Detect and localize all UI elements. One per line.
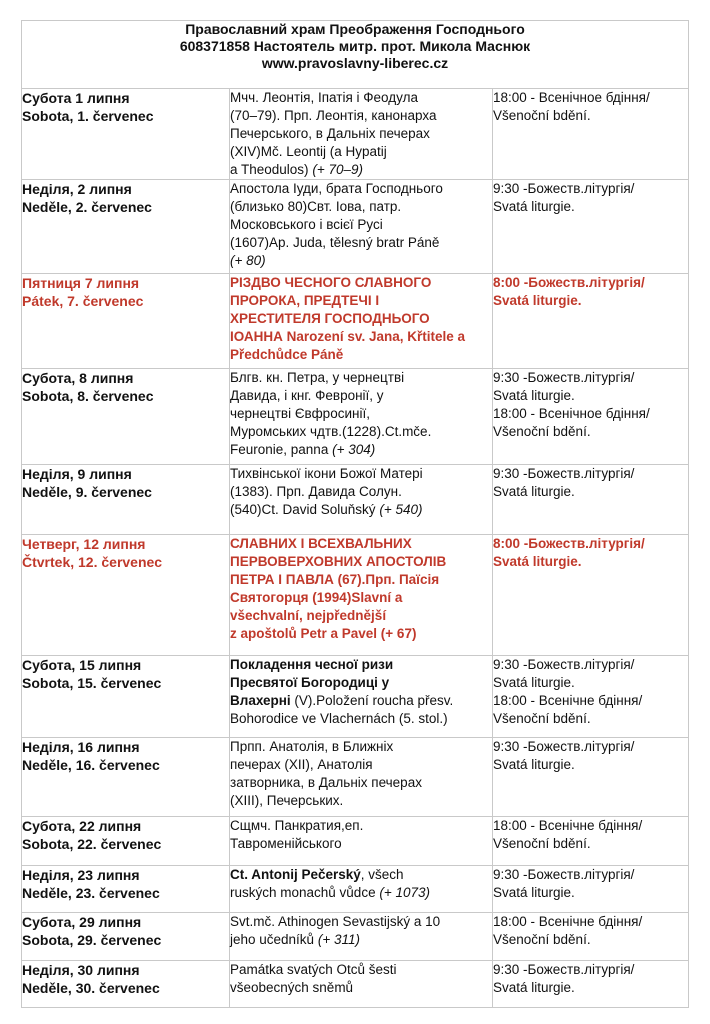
date-cs: Neděle, 16. červenec <box>22 757 160 773</box>
description-cell <box>230 89 493 180</box>
date-cs: Neděle, 9. červenec <box>22 484 152 500</box>
table-row <box>22 656 689 738</box>
desc-line: затворника, в Дальніх печерах <box>230 775 422 790</box>
description-cell <box>230 274 493 369</box>
desc-line: ПЕРВОВЕРХОВНИХ АПОСТОЛІВ <box>230 554 447 569</box>
desc-line: Památka svatých Otců šesti <box>230 962 397 977</box>
date-cell <box>22 817 230 866</box>
description-cell <box>230 369 493 465</box>
desc-line: (540)Ct. David Soluňský <box>230 502 376 517</box>
date-uk: Неділя, 23 липня <box>22 867 140 883</box>
desc-line: jeho učedníků <box>230 932 315 947</box>
desc-line: Муромських чдтв.(1228).Ct.mče. <box>230 424 432 439</box>
phone-and-rector: 608371858 Настоятель митр. прот. Микола Маснюк <box>179 38 531 54</box>
date-cs: Sobota, 1. červenec <box>22 108 154 124</box>
date-cs: Neděle, 2. červenec <box>22 199 152 215</box>
service-line: 8:00 -Божеств.літургія/ <box>493 536 645 551</box>
desc-line: чернецтві Євфросинії, <box>230 406 370 421</box>
table-row <box>22 274 689 369</box>
date-uk: Неділя, 2 липня <box>22 181 132 197</box>
schedule-header <box>22 21 689 89</box>
service-cell <box>493 817 689 866</box>
date-cell <box>22 738 230 817</box>
service-line: Všenoční bdění. <box>493 108 591 123</box>
date-cell <box>22 961 230 1008</box>
date-uk: Субота, 22 липня <box>22 818 142 834</box>
description-cell <box>230 738 493 817</box>
date-uk: Неділя, 9 липня <box>22 466 132 482</box>
service-cell <box>493 89 689 180</box>
date-cell <box>22 656 230 738</box>
description-cell <box>230 913 493 961</box>
service-line: Svatá liturgie. <box>493 980 575 995</box>
date-cs: Sobota, 22. červenec <box>22 836 162 852</box>
date-uk: Субота 1 липня <box>22 90 130 106</box>
service-line: 9:30 -Божеств.літургія/ <box>493 657 635 672</box>
desc-note: (+ 70–9) <box>312 162 363 177</box>
table-row <box>22 961 689 1008</box>
desc-line: Svt.mč. Athinogen Sevastijský a 10 <box>230 914 441 929</box>
desc-line: Блгв. кн. Петра, у чернецтві <box>230 370 405 385</box>
date-cs: Sobota, 29. červenec <box>22 932 162 948</box>
date-cell <box>22 913 230 961</box>
date-uk: Неділя, 30 липня <box>22 962 140 978</box>
date-cs: Sobota, 15. červenec <box>22 675 162 691</box>
table-row <box>22 866 689 913</box>
description-cell <box>230 656 493 738</box>
table-row <box>22 369 689 465</box>
date-uk: Субота, 29 липня <box>22 914 142 930</box>
desc-line: (XIV)Mč. Leontij (a Hypatij <box>230 144 387 159</box>
date-uk: Субота, 15 липня <box>22 657 142 673</box>
service-line: Svatá liturgie. <box>493 885 575 900</box>
description-cell <box>230 961 493 1008</box>
desc-line: Сщмч. Панкратия,еп. <box>230 818 364 833</box>
date-cell <box>22 89 230 180</box>
service-line: 8:00 -Божеств.літургія/ <box>493 275 645 290</box>
desc-line: (близько 80)Свт. Іова, патр. <box>230 199 402 214</box>
service-line: Svatá liturgie. <box>493 293 582 308</box>
desc-note: (+ 311) <box>317 932 360 947</box>
date-cell <box>22 180 230 274</box>
table-row <box>22 535 689 656</box>
service-line: 18:00 - Всенічное бдіння/ <box>493 90 650 105</box>
service-line: Svatá liturgie. <box>493 757 575 772</box>
table-row <box>22 180 689 274</box>
desc-line: Московського і всієї Русі <box>230 217 383 232</box>
schedule-table <box>21 20 689 1008</box>
desc-tail: (V).Položení roucha přesv. <box>290 693 454 708</box>
desc-line: Bohorodice ve Vlachernách (5. stol.) <box>230 711 448 726</box>
table-row <box>22 738 689 817</box>
desc-line-bold: Влахерні <box>230 693 291 708</box>
desc-tail: , všech <box>360 867 404 882</box>
desc-line: Прпп. Анатолія, в Ближніх <box>230 739 394 754</box>
service-line: Všenoční bdění. <box>493 932 591 947</box>
date-cell <box>22 274 230 369</box>
service-line: 9:30 -Божеств.літургія/ <box>493 370 635 385</box>
service-line: Všenoční bdění. <box>493 836 591 851</box>
header-cell <box>22 21 689 89</box>
description-cell <box>230 866 493 913</box>
date-cs: Pátek, 7. červenec <box>22 293 144 309</box>
desc-line: Тавроменійського <box>230 836 342 851</box>
service-cell <box>493 369 689 465</box>
date-cs: Sobota, 8. červenec <box>22 388 154 404</box>
table-row <box>22 89 689 180</box>
desc-note: (+ 304) <box>332 442 376 457</box>
desc-line-bold: Пресвятої Богородиці у <box>230 675 390 690</box>
service-cell <box>493 961 689 1008</box>
desc-note: (+ 1073) <box>379 885 431 900</box>
desc-line: Апостола Іуди, брата Господнього <box>230 181 443 196</box>
desc-line: СЛАВНИХ І ВСЕХВАЛЬНИХ <box>230 536 412 551</box>
date-cell <box>22 535 230 656</box>
desc-line-bold: Покладення чесної ризи <box>230 657 394 672</box>
desc-note: (+ 80) <box>230 253 266 268</box>
desc-line: печерах (XII), Анатолія <box>230 757 373 772</box>
table-row <box>22 465 689 535</box>
desc-line: РІЗДВО ЧЕСНОГО СЛАВНОГО <box>230 275 432 290</box>
date-cell <box>22 866 230 913</box>
service-cell <box>493 180 689 274</box>
desc-line: z apoštolů Petr a Pavel (+ 67) <box>230 626 417 641</box>
service-line: 18:00 - Всенічне бдіння/ <box>493 818 643 833</box>
service-line: 9:30 -Божеств.літургія/ <box>493 739 635 754</box>
service-line: 9:30 -Божеств.літургія/ <box>493 181 635 196</box>
desc-line: ІОАННА Narození sv. Jana, Křtitele a <box>230 329 465 344</box>
service-line: 9:30 -Божеств.літургія/ <box>493 466 635 481</box>
service-line: Všenoční bdění. <box>493 711 591 726</box>
date-uk: Субота, 8 липня <box>22 370 134 386</box>
table-row <box>22 913 689 961</box>
desc-line: ПЕТРА І ПАВЛА (67).Прп. Паїсія <box>230 572 440 587</box>
date-cs: Neděle, 23. červenec <box>22 885 160 901</box>
service-cell <box>493 866 689 913</box>
church-name: Православний храм Преображення Господнього <box>185 21 525 37</box>
date-cs: Čtvrtek, 12. červenec <box>22 554 163 570</box>
desc-line-bold: Ct. Antonij Pečerský <box>230 867 361 882</box>
website-url: www.pravoslavny-liberec.cz <box>261 55 449 71</box>
desc-line: (1607)Ap. Juda, tělesný bratr Páně <box>230 235 440 250</box>
description-cell <box>230 535 493 656</box>
date-cs: Neděle, 30. červenec <box>22 980 160 996</box>
service-cell <box>493 913 689 961</box>
desc-line: Давида, і кнг. Февронії, у <box>230 388 384 403</box>
service-cell <box>493 656 689 738</box>
service-line: Svatá liturgie. <box>493 388 575 403</box>
service-cell <box>493 274 689 369</box>
date-cell <box>22 369 230 465</box>
desc-line: všeobecných sněmů <box>230 980 354 995</box>
desc-line: Feuronie, panna <box>230 442 329 457</box>
service-line: 18:00 - Всенічне бдіння/ <box>493 693 643 708</box>
date-uk: Пятниця 7 липня <box>22 275 140 291</box>
service-line: Svatá liturgie. <box>493 675 575 690</box>
description-cell <box>230 465 493 535</box>
table-row <box>22 817 689 866</box>
desc-line: (1383). Прп. Давида Солун. <box>230 484 402 499</box>
service-cell <box>493 738 689 817</box>
description-cell <box>230 817 493 866</box>
date-cell <box>22 465 230 535</box>
service-line: Svatá liturgie. <box>493 554 582 569</box>
service-line: 18:00 - Всенічне бдіння/ <box>493 914 643 929</box>
service-cell <box>493 465 689 535</box>
service-line: Všenoční bdění. <box>493 424 591 439</box>
service-line: 18:00 - Всенічное бдіння/ <box>493 406 650 421</box>
desc-line: (XIII), Печерських. <box>230 793 344 808</box>
desc-line: ХРЕСТИТЕЛЯ ГОСПОДНЬОГО <box>230 311 430 326</box>
date-uk: Четверг, 12 липня <box>22 536 146 552</box>
service-line: 9:30 -Божеств.літургія/ <box>493 962 635 977</box>
desc-line: ПРОРОКА, ПРЕДТЕЧІ І <box>230 293 380 308</box>
service-line: 9:30 -Божеств.літургія/ <box>493 867 635 882</box>
description-cell <box>230 180 493 274</box>
desc-note: (+ 540) <box>379 502 423 517</box>
desc-line: a Theodulos) <box>230 162 309 177</box>
service-line: Svatá liturgie. <box>493 484 575 499</box>
desc-line: (70–79). Прп. Леонтія, канонарха <box>230 108 437 123</box>
service-cell <box>493 535 689 656</box>
desc-line: Мчч. Леонтія, Іпатія і Феодула <box>230 90 418 105</box>
desc-line: Печерського, в Дальніх печерах <box>230 126 430 141</box>
desc-line: Святогорця (1994)Slavní a <box>230 590 403 605</box>
desc-line: všechvalní, nejpřednější <box>230 608 387 623</box>
service-line: Svatá liturgie. <box>493 199 575 214</box>
desc-line: Тихвінської ікони Божої Матері <box>230 466 423 481</box>
date-uk: Неділя, 16 липня <box>22 739 140 755</box>
desc-line: ruských monachů vůdce <box>230 885 376 900</box>
desc-line: Předchůdce Páně <box>230 347 344 362</box>
